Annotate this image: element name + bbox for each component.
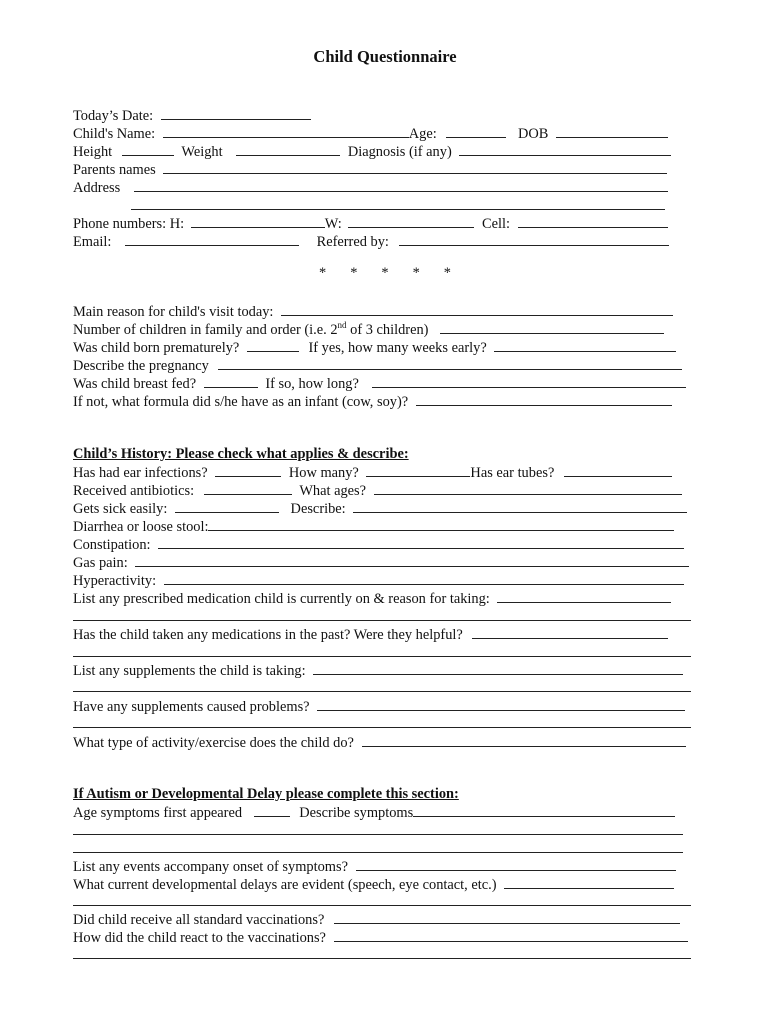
ear-infections-field[interactable] <box>215 463 281 477</box>
supp-problems-label: Have any supplements caused problems? <box>73 699 310 715</box>
height-label: Height <box>73 144 113 160</box>
vaccinations-row <box>73 910 680 928</box>
born-premature-field[interactable] <box>247 338 299 352</box>
diagnosis-label: Diagnosis (if any) <box>347 144 452 160</box>
react-vacc-line-2[interactable] <box>73 958 691 959</box>
breast-fed-row <box>73 374 686 392</box>
pregnancy-field[interactable] <box>218 356 682 370</box>
gas-pain-field[interactable] <box>135 553 689 567</box>
antibiotics-field[interactable] <box>204 481 292 495</box>
age-field[interactable] <box>446 124 506 138</box>
address-row <box>73 178 668 196</box>
separator-star: * <box>412 265 420 281</box>
childs-name-field[interactable] <box>163 124 409 138</box>
supp-problems-field[interactable] <box>317 697 685 711</box>
supplements-line-2[interactable] <box>73 691 691 692</box>
diarrhea-row <box>73 517 674 535</box>
history-heading: Child’s History: Please check what applies & describe: <box>73 446 409 462</box>
childs-name-label: Child's Name: <box>73 126 156 142</box>
what-ages-field[interactable] <box>374 481 682 495</box>
symptoms-line-2[interactable] <box>73 834 683 835</box>
supp-problems-line-2[interactable] <box>73 727 691 728</box>
sick-easily-row <box>73 499 687 517</box>
phone-row <box>73 214 668 232</box>
activity-row <box>73 733 686 751</box>
events-onset-field[interactable] <box>356 857 676 871</box>
separator-star: * <box>350 265 358 281</box>
parents-names-row <box>73 160 667 178</box>
born-premature-row <box>73 338 676 356</box>
email-field[interactable] <box>125 232 299 246</box>
how-long-field[interactable] <box>372 374 686 388</box>
email-row <box>73 232 669 250</box>
delays-row <box>73 875 674 893</box>
sick-easily-label: Gets sick easily: <box>73 501 168 517</box>
address-field[interactable] <box>134 178 668 192</box>
past-meds-label: Has the child taken any medications in the past? Were they helpful? <box>73 627 463 643</box>
ear-tubes-field[interactable] <box>564 463 672 477</box>
past-meds-line-2[interactable] <box>73 656 691 657</box>
weeks-early-field[interactable] <box>494 338 676 352</box>
constipation-label: Constipation: <box>73 537 151 553</box>
weight-field[interactable] <box>236 142 340 156</box>
age-label: Age: <box>408 126 437 142</box>
main-reason-field[interactable] <box>281 302 673 316</box>
number-children-label <box>73 322 428 338</box>
ear-tubes-label: Has ear tubes? <box>470 465 555 481</box>
height-weight-row <box>73 142 671 160</box>
diarrhea-field[interactable] <box>208 517 674 531</box>
prescribed-med-row <box>73 589 671 607</box>
cell-field[interactable] <box>518 214 668 228</box>
how-many-label: How many? <box>288 465 359 481</box>
events-onset-row <box>73 857 676 875</box>
diagnosis-field[interactable] <box>459 142 671 156</box>
activity-label: What type of activity/exercise does the child do? <box>73 735 354 751</box>
weight-label: Weight <box>181 144 223 160</box>
diarrhea-label: Diarrhea or loose stool: <box>73 519 209 535</box>
number-children-row <box>73 320 664 338</box>
age-symptoms-row <box>73 803 675 821</box>
how-long-label: If so, how long? <box>265 376 359 392</box>
delays-label: What current developmental delays are evident (speech, eye contact, etc.) <box>73 877 497 893</box>
supp-problems-row <box>73 697 685 715</box>
separator-star: * <box>443 265 451 281</box>
past-meds-row <box>73 625 668 643</box>
separator-star: * <box>381 265 389 281</box>
main-reason-label: Main reason for child's visit today: <box>73 304 274 320</box>
age-symptoms-label: Age symptoms first appeared <box>73 805 243 821</box>
prescribed-med-line-2[interactable] <box>73 620 691 621</box>
what-ages-label: What ages? <box>299 483 367 499</box>
formula-field[interactable] <box>416 392 672 406</box>
todays-date-label: Today’s Date: <box>73 108 154 124</box>
describe-symptoms-label: Describe symptoms <box>299 805 414 821</box>
describe-field[interactable] <box>353 499 687 513</box>
weeks-early-label: If yes, how many weeks early? <box>308 340 487 356</box>
referred-by-field[interactable] <box>399 232 669 246</box>
supplements-row <box>73 661 683 679</box>
pregnancy-row <box>73 356 682 374</box>
describe-label: Describe: <box>290 501 346 517</box>
how-many-field[interactable] <box>366 463 470 477</box>
address-line-2[interactable] <box>131 209 665 210</box>
height-field[interactable] <box>122 142 174 156</box>
page-title: Child Questionnaire <box>313 47 457 66</box>
events-onset-label: List any events accompany onset of symptoms? <box>73 859 348 875</box>
past-meds-field[interactable] <box>472 625 668 639</box>
gas-pain-label: Gas pain: <box>73 555 128 571</box>
ear-infections-label: Has had ear infections? <box>73 465 208 481</box>
cell-label: Cell: <box>482 216 510 232</box>
pregnancy-label: Describe the pregnancy <box>73 358 209 374</box>
phone-work-label: W: <box>324 216 342 232</box>
ordinal-suffix: nd <box>337 320 347 331</box>
todays-date-field[interactable] <box>161 106 311 120</box>
breast-fed-field[interactable] <box>204 374 258 388</box>
prescribed-med-label: List any prescribed medication child is currently on & reason for taking: <box>73 591 490 607</box>
react-vacc-field[interactable] <box>334 928 688 942</box>
number-children-text-end: of 3 children) <box>346 322 429 338</box>
supplements-label: List any supplements the child is taking: <box>73 663 306 679</box>
constipation-field[interactable] <box>158 535 684 549</box>
describe-symptoms-field[interactable] <box>413 803 675 817</box>
react-vacc-label: How did the child react to the vaccinations? <box>73 930 326 946</box>
hyperactivity-field[interactable] <box>164 571 684 585</box>
main-reason-row <box>73 302 673 320</box>
parents-names-label: Parents names <box>73 162 156 178</box>
delays-field[interactable] <box>504 875 674 889</box>
referred-by-label: Referred by: <box>316 234 389 250</box>
sick-easily-field[interactable] <box>175 499 279 513</box>
constipation-row <box>73 535 684 553</box>
phone-work-field[interactable] <box>348 214 474 228</box>
age-symptoms-field[interactable] <box>254 803 290 817</box>
phone-label: Phone numbers: H: <box>73 216 185 232</box>
activity-field[interactable] <box>362 733 686 747</box>
todays-date-row <box>73 106 311 124</box>
gas-pain-row <box>73 553 689 571</box>
number-children-field[interactable] <box>440 320 664 334</box>
vaccinations-label: Did child receive all standard vaccinations? <box>73 912 325 928</box>
separator-star: * <box>318 265 327 281</box>
ear-infections-row <box>73 463 672 481</box>
born-premature-label: Was child born prematurely? <box>73 340 240 356</box>
react-vacc-row <box>73 928 688 946</box>
delays-line-2[interactable] <box>73 905 691 906</box>
hyperactivity-row <box>73 571 684 589</box>
address-label: Address <box>73 180 121 196</box>
formula-label: If not, what formula did s/he have as an infant (cow, soy)? <box>73 394 409 410</box>
hyperactivity-label: Hyperactivity: <box>73 573 157 589</box>
supplements-field[interactable] <box>313 661 683 675</box>
vaccinations-field[interactable] <box>334 910 680 924</box>
section-separator <box>0 265 770 282</box>
childs-name-row <box>73 124 668 142</box>
symptoms-line-3[interactable] <box>73 852 683 853</box>
breast-fed-label: Was child breast fed? <box>73 376 197 392</box>
dob-label: DOB <box>517 126 549 142</box>
number-children-text: Number of children in family and order (i.e. 2 <box>73 322 338 338</box>
antibiotics-label: Received antibiotics: <box>73 483 195 499</box>
phone-home-field[interactable] <box>191 214 325 228</box>
dob-field[interactable] <box>556 124 668 138</box>
parents-names-field[interactable] <box>163 160 667 174</box>
antibiotics-row <box>73 481 682 499</box>
email-label: Email: <box>73 234 112 250</box>
formula-row <box>73 392 672 410</box>
prescribed-med-field[interactable] <box>497 589 671 603</box>
autism-heading: If Autism or Developmental Delay please complete this section: <box>73 786 459 802</box>
